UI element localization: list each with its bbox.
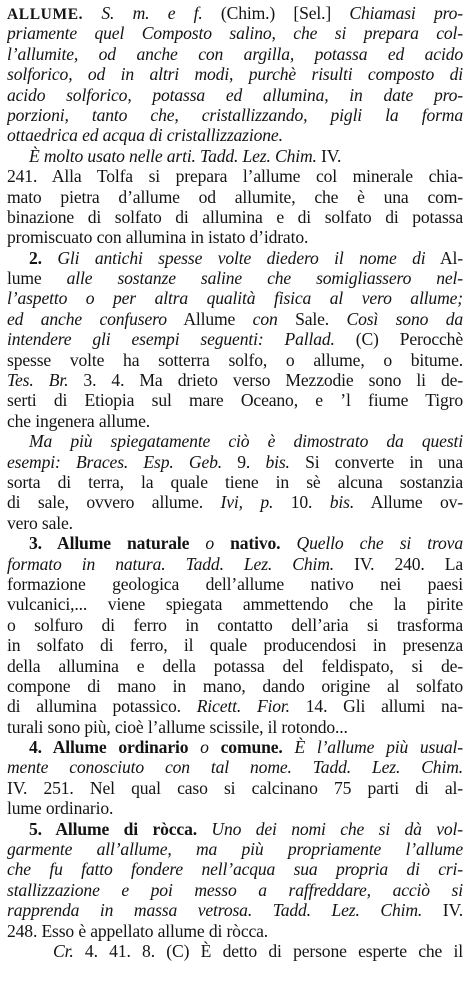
text-run: acido solforico, potassa ed allumina, in date pro-	[7, 84, 463, 105]
text-run: lume	[7, 268, 67, 289]
text-line	[7, 207, 463, 227]
text-line	[7, 941, 463, 961]
text-line	[7, 85, 463, 105]
text-line	[7, 921, 463, 941]
text-run: IV.	[316, 145, 342, 166]
text-line	[7, 635, 463, 655]
text-line	[7, 676, 463, 696]
text-run: promiscuato con allumina in istato d’idrato.	[7, 227, 309, 248]
text-line	[7, 472, 463, 492]
text-line	[7, 390, 463, 410]
text-line	[7, 839, 463, 859]
text-run: Ricett. Fior.	[196, 696, 290, 717]
text-run: stallizzazione e poi messo a raffreddare, acciò si	[7, 879, 463, 900]
text-run: 4. Allume ordinario	[29, 737, 189, 758]
text-line	[7, 717, 463, 737]
text-run: vulcanici,... viene spiegata ammettendo che la pirite	[7, 594, 463, 615]
text-run: che fu fatto fondere nell’acqua sua propria di cri-	[7, 859, 463, 880]
text-run: Quello che si trova	[280, 533, 463, 554]
text-line	[7, 819, 463, 839]
text-run: Sale.	[277, 308, 347, 329]
text-run: binazione di solfato di allumina e di solfato di potassa	[7, 206, 463, 227]
text-run: mente conosciuto con tal nome. Tadd. Lez. Chim.	[7, 757, 463, 778]
text-run: 10.	[273, 492, 330, 513]
text-run: o	[188, 737, 221, 758]
text-line	[7, 615, 463, 635]
text-run: Ma più spiegatamente ciò è dimostrato da questi	[29, 431, 463, 452]
text-run: Uno dei nomi che si dà vol-	[196, 818, 463, 839]
text-line	[7, 431, 463, 451]
text-run: 241. Alla Tolfa si prepara l’allume col minerale chia-	[7, 166, 463, 187]
text-run: È l’allume più usual-	[282, 737, 463, 758]
text-line	[7, 146, 463, 166]
text-line	[7, 798, 463, 818]
text-line	[7, 248, 463, 268]
text-run: mato pietra d’allume od allumite, che è una com-	[7, 186, 463, 207]
text-line	[7, 288, 463, 308]
text-run: solforico, od in altri modi, purchè risulti composto di	[7, 64, 463, 85]
text-line	[7, 533, 463, 553]
text-run: 9.	[222, 451, 266, 472]
text-line	[7, 737, 463, 757]
text-line	[7, 656, 463, 676]
text-line	[7, 350, 463, 370]
text-line	[7, 492, 463, 512]
text-run: bis.	[329, 492, 355, 513]
text-line	[7, 859, 463, 879]
text-run: esempi: Braces. Esp. Geb.	[7, 451, 222, 472]
text-run: 3. Allume naturale	[29, 533, 190, 554]
text-run: Al-	[425, 247, 463, 268]
text-run: IV. 240. La	[334, 553, 463, 574]
text-line	[7, 309, 463, 329]
text-line	[7, 513, 463, 533]
text-run: l’aspetto o per altra qualità fisica al vero allume;	[7, 288, 463, 309]
text-run: porzioni, tanto che, cristallizzando, pigli la forma	[7, 104, 463, 125]
text-run: ALLUME.	[7, 6, 84, 23]
text-line	[7, 452, 463, 472]
text-run: Tes. Br.	[7, 370, 69, 391]
text-run: formazione geologica dell’allume nativo nei paesi	[7, 573, 463, 594]
text-run: priamente quel Composto salino, che si prepara col-	[7, 23, 463, 44]
text-run: (Chim.) [Sel.]	[202, 3, 350, 23]
text-line	[7, 125, 463, 145]
text-run: bis.	[265, 451, 290, 472]
text-line	[7, 778, 463, 798]
text-run: della allumina e della potassa del feldispato, si de-	[7, 655, 463, 676]
text-line	[7, 105, 463, 125]
text-run: sorta di terra, la quale tiene in sè alcuna sostanzia	[7, 471, 463, 492]
text-run: in solfato di ferro, il quale producendosi in presenza	[7, 635, 463, 656]
text-line	[7, 329, 463, 349]
text-run: turali sono più, cioè l’allume scissile, il rotondo...	[7, 716, 348, 737]
text-run: Chiamasi pro-	[349, 3, 463, 23]
text-run: serti di Etiopia sul mare Oceano, e ’l fiume Tigro	[7, 390, 463, 411]
text-line	[7, 44, 463, 64]
text-run: o	[189, 533, 231, 554]
text-run: S. m. e f.	[101, 3, 203, 23]
text-run: compone di mano in mano, dando origine al solfato	[7, 675, 463, 696]
text-run: formato in natura. Tadd. Lez. Chim.	[7, 553, 335, 574]
text-run: Ivi, p.	[220, 492, 274, 513]
text-run: Così sono da	[346, 308, 463, 329]
text-run: 248. Esso è appellato allume di ròcca.	[7, 920, 269, 941]
text-run: (C) Perocchè	[334, 329, 463, 350]
text-run: Cr.	[53, 940, 74, 961]
text-run: l’allumite, od anche con argilla, potassa ed acido	[7, 43, 463, 64]
text-run: o solfuro di ferro in contatto dell’aria si trasforma	[7, 614, 463, 635]
text-run: Allume ov-	[354, 492, 463, 513]
text-run: 5. Allume di ròcca.	[29, 818, 197, 839]
text-line	[7, 594, 463, 614]
text-line	[7, 23, 463, 43]
text-line	[7, 757, 463, 777]
text-line	[7, 3, 463, 23]
text-run: alle sostanze saline che somigliassero nel-	[66, 268, 463, 289]
text-run: 4. 41. 8. (C) È detto di persone esperte che il	[73, 940, 463, 961]
text-run: comune.	[220, 737, 283, 758]
text-line	[7, 370, 463, 390]
text-run: È molto usato nelle arti. Tadd. Lez. Chim.	[29, 145, 317, 166]
text-run: IV. 251. Nel qual caso si calcinano 75 parti di al-	[7, 777, 463, 798]
text-run: IV.	[422, 900, 463, 921]
text-run: nativo.	[230, 533, 281, 554]
text-run: 14. Gli allumi na-	[289, 696, 463, 717]
text-run: intendere gli esempi seguenti: Pallad.	[7, 329, 335, 350]
text-line	[7, 64, 463, 84]
text-line	[7, 900, 463, 920]
text-line	[7, 574, 463, 594]
text-run: che ingenera allume.	[7, 410, 151, 431]
text-line	[7, 411, 463, 431]
text-run: 2.	[29, 247, 58, 268]
text-run: ottaedrica ed acqua di cristallizzazione.	[7, 125, 283, 146]
text-run: ed anche confusero	[7, 308, 167, 329]
text-line	[7, 187, 463, 207]
text-run: Allume	[166, 308, 253, 329]
text-run	[83, 3, 101, 23]
text-run: Si converte in una	[289, 451, 463, 472]
text-line	[7, 166, 463, 186]
text-run: vero sale.	[7, 512, 73, 533]
text-line	[7, 227, 463, 247]
text-line	[7, 880, 463, 900]
text-run: spesse volte ha sotterra solfo, o allume, o bitume.	[7, 349, 463, 370]
text-run: 3. 4. Ma drieto verso Mezzodie sono li de-	[68, 370, 463, 391]
text-run: di sale, ovvero allume.	[7, 492, 221, 513]
text-line	[7, 554, 463, 574]
text-run: con	[252, 308, 278, 329]
text-run: garmente all’allume, ma più propriamente l’allume	[7, 839, 463, 860]
text-run: Gli antichi spesse volte diedero il nome di	[57, 247, 426, 268]
text-line	[7, 268, 463, 288]
text-run: di allumina potassico.	[7, 696, 197, 717]
text-run: rapprenda in massa vetrosa. Tadd. Lez. Chim.	[7, 900, 423, 921]
text-run: lume ordinario.	[7, 798, 114, 819]
text-line	[7, 696, 463, 716]
